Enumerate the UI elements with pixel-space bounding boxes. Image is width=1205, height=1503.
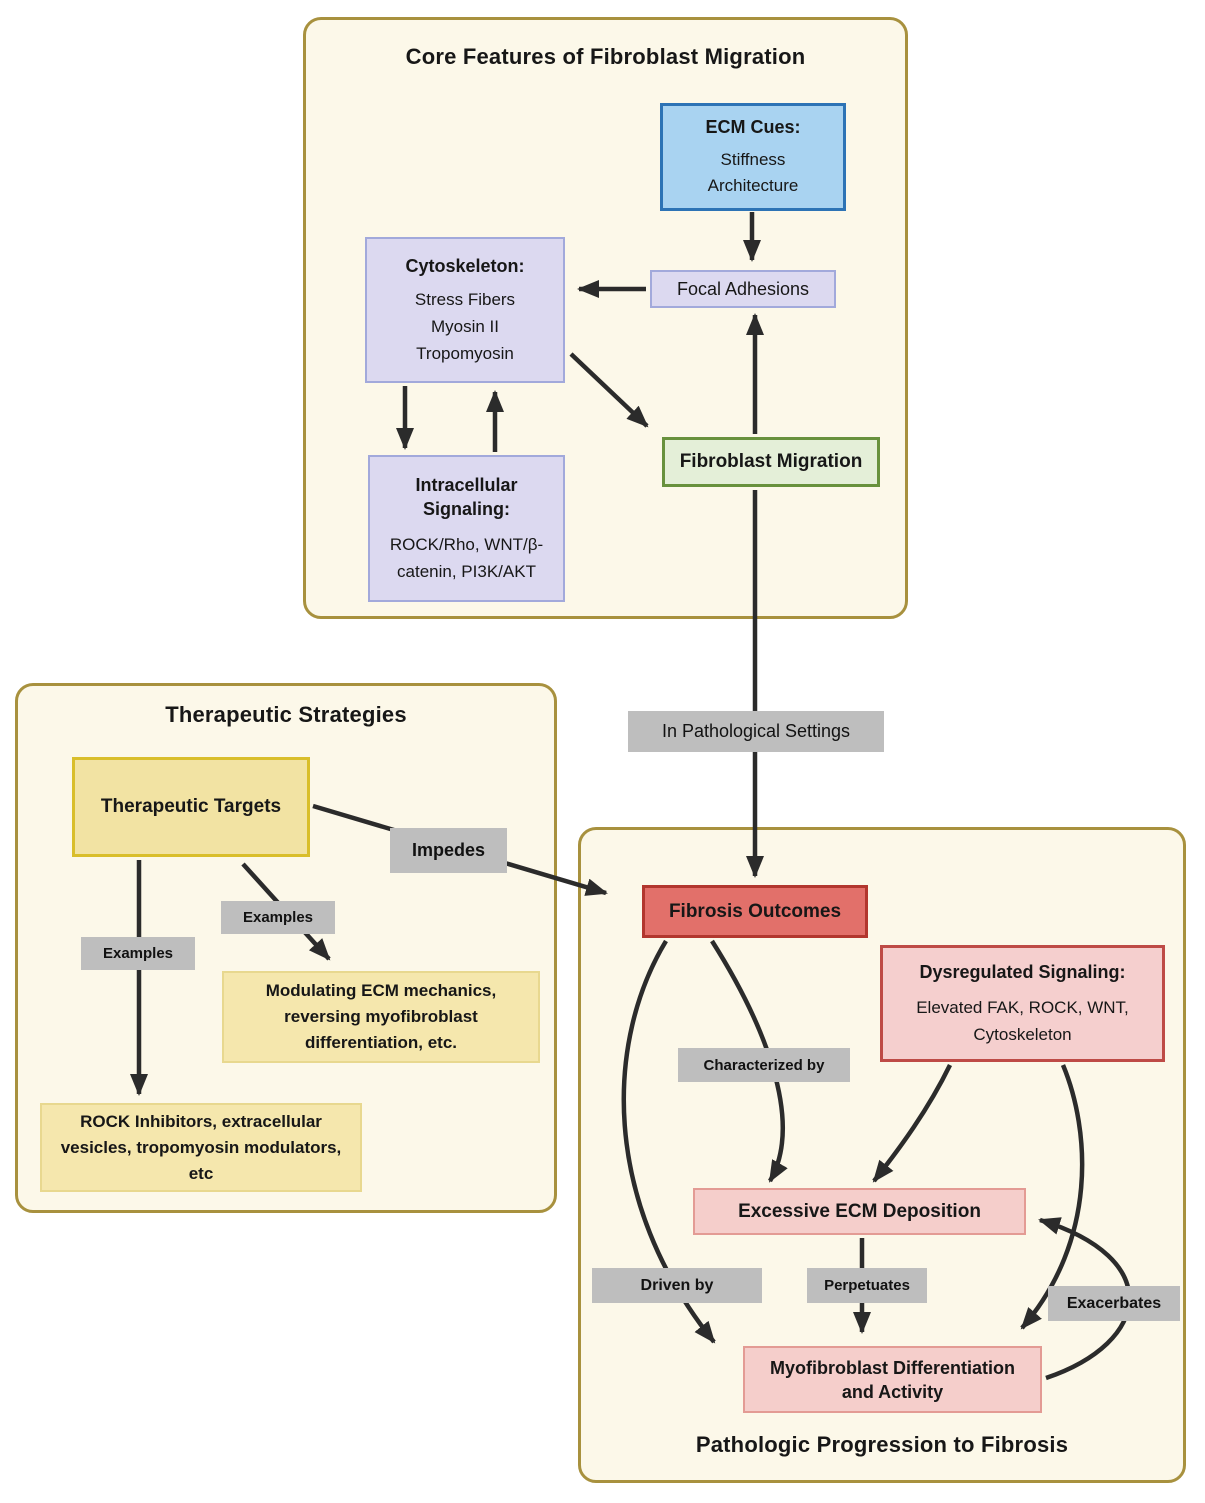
fibroblast-migration-box: Fibroblast Migration [662, 437, 880, 487]
cytoskeleton-body: Stress Fibers Myosin II Tropomyosin [414, 289, 516, 363]
dysregulated-signaling-title: Dysregulated Signaling: [919, 961, 1126, 982]
cytoskeleton-box [365, 237, 565, 383]
ecm-cues-body: Stiffness Architecture [707, 150, 799, 195]
dysregulated-signaling-box [880, 945, 1165, 1062]
intracellular-signaling-body: ROCK/Rho, WNT/β-catenin, PI3K/AKT [389, 534, 544, 581]
arrow-cytoskeleton-to-fibroblast-migration [571, 354, 647, 426]
impedes-label: Impedes [390, 828, 507, 873]
perpetuates-label: Perpetuates [807, 1268, 927, 1303]
modulating-examples-box: Modulating ECM mechanics, reversing myofibroblast differentiation, etc. [222, 971, 540, 1063]
excessive-ecm-deposition-box: Excessive ECM Deposition [693, 1188, 1026, 1235]
in-pathological-settings-label: In Pathological Settings [628, 711, 884, 752]
fibrosis-panel-caption: Pathologic Progression to Fibrosis [695, 1432, 1069, 1457]
myofibroblast-box: Myofibroblast Differentiation and Activity [743, 1346, 1042, 1413]
dysregulated-signaling-body: Elevated FAK, ROCK, WNT, Cytoskeleton [916, 997, 1129, 1044]
rock-inhibitors-box: ROCK Inhibitors, extracellular vesicles, tropomyosin modulators, etc [40, 1103, 362, 1192]
core-panel-title: Core Features of Fibroblast Migration [405, 44, 806, 69]
exacerbates-label: Exacerbates [1048, 1286, 1180, 1321]
intracellular-signaling-box [368, 455, 565, 602]
driven-by-label: Driven by [592, 1268, 762, 1303]
cytoskeleton-title: Cytoskeleton: [405, 255, 525, 276]
examples-mid-label: Examples [221, 901, 335, 934]
examples-left-label: Examples [81, 937, 195, 970]
fibrosis-outcomes-box: Fibrosis Outcomes [642, 885, 868, 938]
intracellular-signaling-title: Intracellular Signaling: [415, 474, 518, 519]
therapeutic-targets-box: Therapeutic Targets [72, 757, 310, 857]
ecm-cues-box [660, 103, 846, 211]
arrow-dysregulated-to-ecm [874, 1065, 950, 1181]
characterized-by-label: Characterized by [678, 1048, 850, 1082]
ecm-cues-title: ECM Cues: [705, 117, 801, 137]
focal-adhesions-box: Focal Adhesions [650, 270, 836, 308]
therapeutic-panel-title: Therapeutic Strategies [165, 702, 407, 727]
